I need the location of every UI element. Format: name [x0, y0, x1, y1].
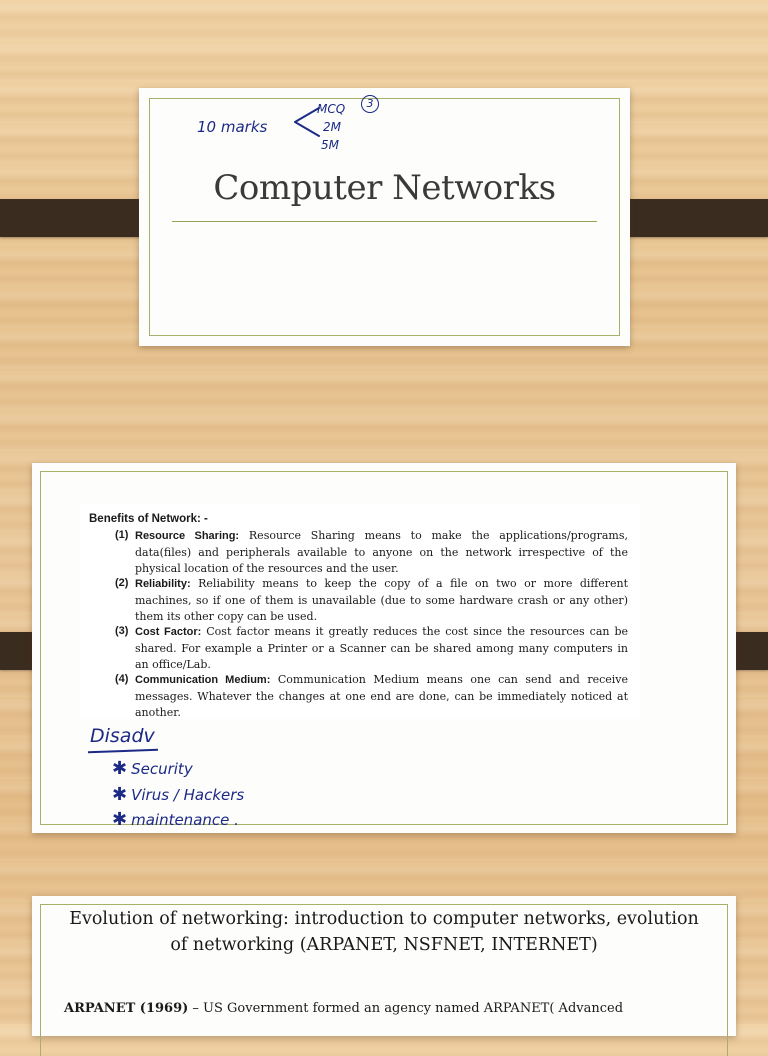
slide-evolution	[32, 896, 736, 1036]
benefits-heading: Benefits of Network: -	[89, 513, 208, 525]
benefit-description: Cost factor means it greatly reduces the cost since the resources can be shared. For example a Printer or a Scanner can be shared among many computers in an office/Lab.	[135, 625, 628, 671]
evolution-heading	[46, 906, 722, 958]
arpanet-text: – US Government formed an agency named ARPANET( Advanced	[188, 1001, 624, 1016]
benefit-item	[115, 576, 628, 624]
benefit-item	[115, 672, 629, 720]
handwritten-disadv-item	[112, 784, 244, 805]
handwritten-5m-note: 5M	[321, 138, 339, 152]
benefit-description: Resource Sharing means to make the applications/programs, data(files) and peripherals available to anyone on the network irrespective of the physical location of the resources and the user.	[135, 529, 628, 575]
benefit-description: Reliability means to keep the copy of a file on two or more different machines, so if one of them is unavailable (due to some hardware crash or any other) them its other copy can be used.	[135, 577, 628, 623]
benefit-number: (1)	[115, 529, 129, 541]
handwritten-2m-note: 2M	[323, 120, 341, 134]
asterisk-icon: ✱	[112, 809, 128, 830]
arpanet-paragraph	[64, 1001, 696, 1016]
handwritten-disadv-item	[112, 758, 193, 779]
arpanet-term: ARPANET (1969)	[64, 1001, 189, 1016]
handwritten-circled-number: 3	[361, 95, 379, 113]
slide-benefits	[32, 463, 736, 833]
handwritten-marks-note: 10 marks	[197, 118, 268, 136]
evolution-heading-line: Evolution of networking: introduction to computer networks, evolution	[69, 909, 699, 929]
slide-title	[139, 88, 630, 346]
handwritten-disadv-heading: Disadv	[90, 725, 155, 747]
benefit-term: Cost Factor:	[135, 626, 202, 638]
benefit-item	[115, 624, 628, 672]
benefit-number: (4)	[115, 673, 129, 685]
slide-holder-bar	[0, 199, 155, 237]
benefit-term: Communication Medium:	[135, 674, 271, 686]
disadv-item-label: Security	[131, 760, 193, 778]
evolution-heading-line: of networking (ARPANET, NSFNET, INTERNET)	[170, 935, 598, 955]
benefit-number: (3)	[115, 625, 129, 637]
disadv-item-label: Virus / Hackers	[131, 786, 245, 804]
benefits-excerpt	[80, 504, 640, 719]
asterisk-icon: ✱	[112, 758, 128, 779]
handwritten-mcq-note: MCQ	[317, 102, 346, 116]
title-divider	[172, 221, 597, 222]
page-title: Computer Networks	[213, 168, 556, 208]
benefit-description: Communication Medium means one can send and receive messages. Whatever the changes at one end are done, can be immediately noticed at another.	[135, 673, 629, 719]
handwritten-disadv-item	[112, 809, 239, 830]
benefit-item	[115, 528, 628, 576]
asterisk-icon: ✱	[112, 784, 128, 805]
benefit-number: (2)	[115, 577, 129, 589]
benefit-term: Reliability:	[135, 578, 191, 590]
benefit-term: Resource Sharing:	[135, 530, 240, 542]
slide-holder-bar	[613, 199, 768, 237]
disadv-item-label: maintenance .	[131, 811, 239, 829]
